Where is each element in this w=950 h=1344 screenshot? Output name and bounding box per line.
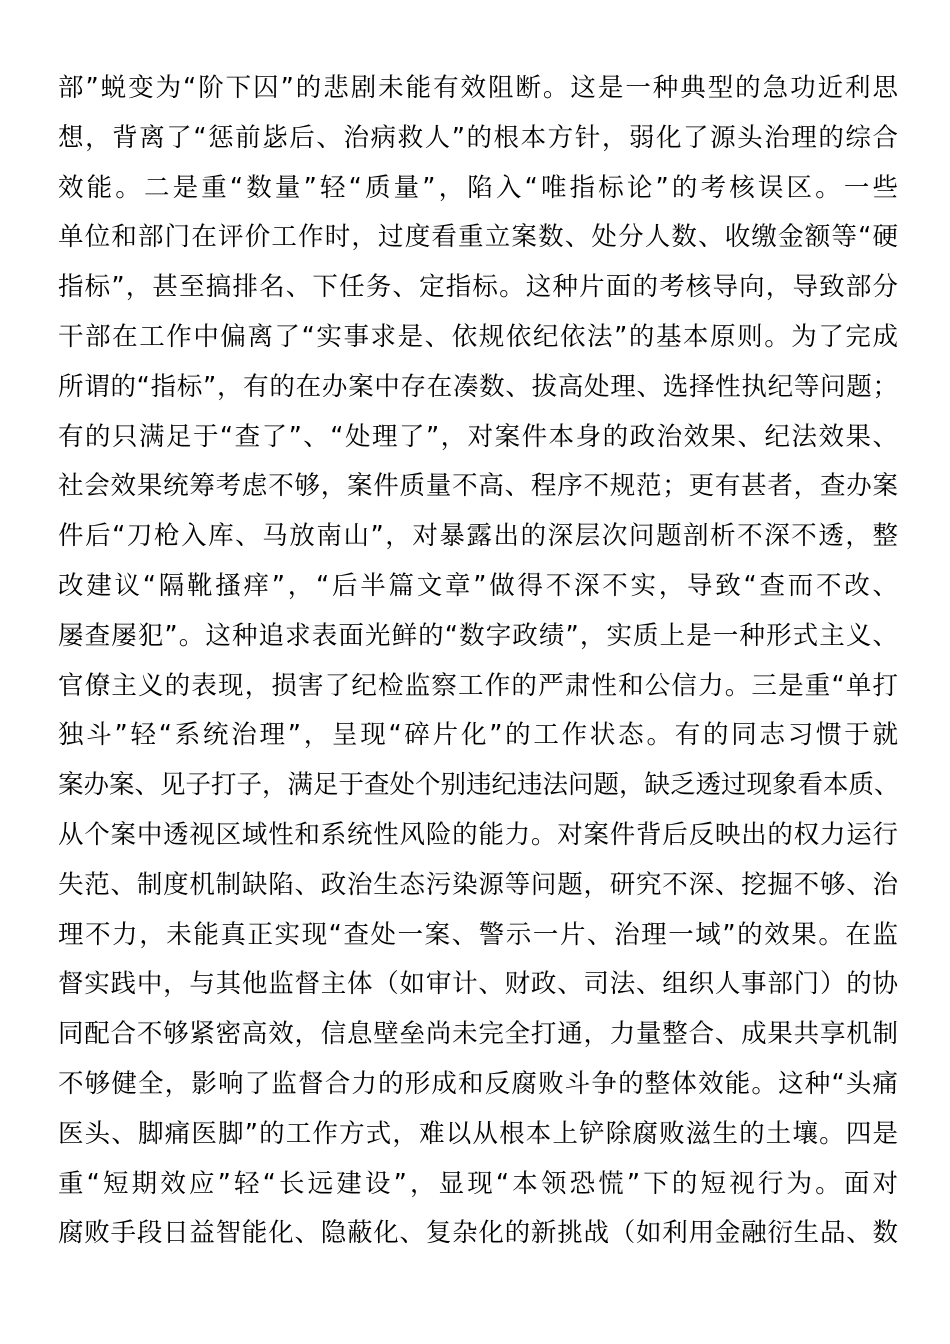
- text-line: 有的只满足于“查了”、“处理了”，对案件本身的政治效果、纪法效果、: [58, 421, 898, 452]
- text-line: 屡查屡犯”。这种追求表面光鲜的“数字政绩”，实质上是一种形式主义、: [58, 620, 898, 651]
- text-line: 指标”，甚至搞排名、下任务、定指标。这种片面的考核导向，导致部分: [58, 272, 898, 303]
- text-line: 社会效果统筹考虑不够，案件质量不高、程序不规范；更有甚者，查办案: [58, 471, 898, 502]
- text-line: 所谓的“指标”，有的在办案中存在凑数、拔高处理、选择性执纪等问题；: [58, 371, 898, 402]
- text-line: 督实践中，与其他监督主体（如审计、财政、司法、组织人事部门）的协: [58, 969, 898, 1000]
- text-line: 效能。二是重“数量”轻“质量”，陷入“唯指标论”的考核误区。一些: [58, 172, 898, 203]
- body-text: [58, 64, 898, 1259]
- text-line: 腐败手段日益智能化、隐蔽化、复杂化的新挑战（如利用金融衍生品、数: [58, 1218, 898, 1249]
- text-line: 失范、制度机制缺陷、政治生态污染源等问题，研究不深、挖掘不够、治: [58, 869, 898, 900]
- text-line: 想，背离了“惩前毖后、治病救人”的根本方针，弱化了源头治理的综合: [58, 122, 898, 153]
- text-line: 单位和部门在评价工作时，过度看重立案数、处分人数、收缴金额等“硬: [58, 222, 898, 253]
- text-line: 改建议“隔靴搔痒”，“后半篇文章”做得不深不实，导致“查而不改、: [58, 570, 898, 601]
- text-line: 件后“刀枪入库、马放南山”，对暴露出的深层次问题剖析不深不透，整: [58, 521, 898, 552]
- text-line: 案办案、见子打子，满足于查处个别违纪违法问题，缺乏透过现象看本质、: [58, 770, 900, 801]
- text-line: 从个案中透视区域性和系统性风险的能力。对案件背后反映出的权力运行: [58, 819, 898, 850]
- text-line: 重“短期效应”轻“长远建设”，显现“本领恐慌”下的短视行为。面对: [58, 1168, 898, 1199]
- text-line: 独斗”轻“系统治理”，呈现“碎片化”的工作状态。有的同志习惯于就: [58, 720, 898, 751]
- text-line: 理不力，未能真正实现“查处一案、警示一片、治理一域”的效果。在监: [58, 919, 898, 950]
- text-line: 不够健全，影响了监督合力的形成和反腐败斗争的整体效能。这种“头痛: [58, 1068, 898, 1099]
- text-line: 官僚主义的表现，损害了纪检监察工作的严肃性和公信力。三是重“单打: [58, 670, 898, 701]
- text-line: 医头、脚痛医脚”的工作方式，难以从根本上铲除腐败滋生的土壤。四是: [58, 1118, 898, 1149]
- text-line: 部”蜕变为“阶下囚”的悲剧未能有效阻断。这是一种典型的急功近利思: [58, 73, 898, 103]
- text-line: 同配合不够紧密高效，信息壁垒尚未完全打通，力量整合、成果共享机制: [58, 1019, 898, 1050]
- text-line: 干部在工作中偏离了“实事求是、依规依纪依法”的基本原则。为了完成: [58, 321, 898, 352]
